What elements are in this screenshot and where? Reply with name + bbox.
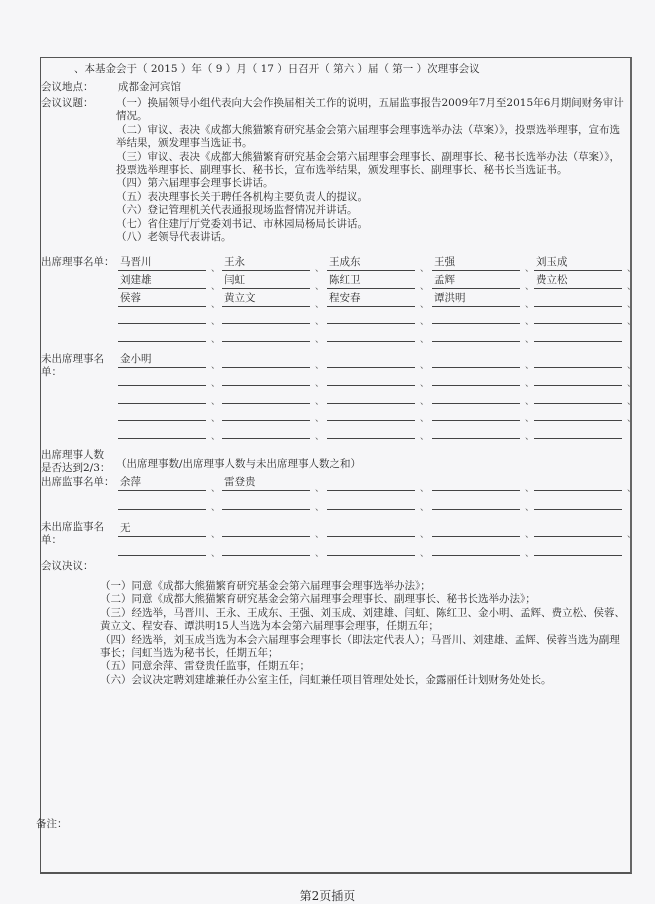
name-separator: 、 — [315, 396, 325, 407]
name-separator: 、 — [211, 281, 221, 292]
name-separator: 、 — [627, 378, 637, 389]
name-slot: 王成东 — [327, 255, 415, 271]
name-slot: 陈红卫 — [327, 273, 415, 289]
name-slot — [534, 388, 622, 404]
name-separator: 、 — [211, 549, 221, 559]
name-slot — [118, 370, 206, 386]
name-slot: 刘建雄 — [118, 273, 206, 289]
name-separator: 、 — [211, 414, 221, 425]
name-slot — [534, 291, 622, 307]
name-separator: 、 — [315, 503, 325, 513]
agenda-list — [116, 97, 628, 244]
name-slot: 无 — [118, 521, 206, 537]
name-slot: 王强 — [432, 255, 520, 271]
name-separator: 、 — [627, 361, 637, 371]
name-separator: 、 — [315, 317, 325, 328]
name-separator: 、 — [627, 396, 637, 407]
name-slot — [432, 405, 520, 421]
name-separator: 、 — [420, 396, 430, 407]
name-separator: 、 — [420, 299, 430, 310]
name-slot — [222, 521, 310, 537]
attending-directors-label: 出席理事名单： — [41, 256, 115, 268]
name-slot — [222, 370, 310, 386]
name-slot — [432, 494, 520, 510]
name-separator: 、 — [525, 414, 535, 425]
name-separator: 、 — [315, 264, 325, 274]
name-slot — [534, 494, 622, 510]
name-slot — [222, 423, 310, 439]
name-slot — [432, 423, 520, 439]
name-slot — [432, 388, 520, 404]
name-slot — [118, 423, 206, 439]
name-slot — [534, 475, 622, 491]
name-separator: 、 — [211, 530, 221, 540]
name-slot — [534, 521, 622, 537]
name-separator: 、 — [420, 361, 430, 371]
name-slot: 费立松 — [534, 273, 622, 289]
name-separator: 、 — [525, 317, 535, 328]
name-separator: 、 — [627, 530, 637, 540]
name-separator: 、 — [211, 503, 221, 513]
name-slot — [534, 370, 622, 386]
name-separator: 、 — [525, 264, 535, 274]
name-separator: 、 — [525, 484, 535, 494]
name-slot — [534, 423, 622, 439]
agenda-item: （七）省住建厅厅党委刘书记、市林园局杨局长讲话。 — [116, 217, 368, 230]
name-slot — [432, 540, 520, 556]
name-slot — [222, 494, 310, 510]
resolution-item: （五）同意余萍、雷登贵任监事，任期五年； — [100, 660, 310, 673]
name-separator: 、 — [525, 549, 535, 559]
name-separator: 、 — [525, 378, 535, 389]
meeting-header-line: 、本基金会于（ 2015 ）年（ 9 ）月（ 17 ）日召开（ 第六 ）届（ 第一 ）次理事会议 — [74, 63, 480, 75]
name-slot: 雷登贵 — [222, 475, 310, 491]
name-separator: 、 — [627, 414, 637, 425]
attending-supervisors-label: 出席监事名单： — [41, 476, 115, 488]
name-slot — [327, 308, 415, 324]
name-slot — [327, 405, 415, 421]
name-separator: 、 — [315, 549, 325, 559]
name-separator: 、 — [627, 299, 637, 310]
name-separator: 、 — [525, 281, 535, 292]
agenda-item: （二）审议、表决《成都大熊猫繁育研究基金会第六届理事会理事选举办法（草案）》，投票选举理事，宣布选举结果，颁发理事当选证书。 — [116, 123, 620, 150]
name-separator: 、 — [525, 530, 535, 540]
agenda-item: （三）审议、表决《成都大熊猫繁育研究基金会第六届理事会理事长、副理事长、秘书长选举办法（草案）》，投票选举理事长、副理事长、秘书长，宣布选举结果，颁发理事长、副理事长、秘书长当选证书。 — [116, 150, 620, 177]
name-slot: 刘玉成 — [534, 255, 622, 271]
agenda-item: （五）表决理事长关于聘任各机构主要负责人的提议。 — [116, 190, 368, 203]
name-separator: 、 — [525, 335, 535, 346]
name-separator: 、 — [525, 503, 535, 513]
remarks-label: 备注： — [36, 818, 68, 830]
name-slot — [432, 352, 520, 368]
name-slot — [432, 521, 520, 537]
agenda-item: （八）老领导代表讲话。 — [116, 231, 232, 244]
name-separator: 、 — [420, 503, 430, 513]
name-separator: 、 — [315, 378, 325, 389]
name-slot — [327, 475, 415, 491]
name-slot — [432, 370, 520, 386]
name-slot — [222, 540, 310, 556]
name-separator: 、 — [211, 317, 221, 328]
name-separator: 、 — [420, 530, 430, 540]
name-slot: 程安春 — [327, 291, 415, 307]
name-slot: 余萍 — [118, 475, 206, 491]
name-slot: 王永 — [222, 255, 310, 271]
name-separator: 、 — [211, 264, 221, 274]
name-separator: 、 — [211, 335, 221, 346]
name-slot: 黄立文 — [222, 291, 310, 307]
absent-supervisors-label: 未出席监事名单： — [41, 521, 104, 546]
name-slot — [222, 405, 310, 421]
name-slot — [118, 540, 206, 556]
name-slot — [327, 326, 415, 342]
name-separator: 、 — [420, 281, 430, 292]
name-separator: 、 — [315, 335, 325, 346]
name-separator: 、 — [420, 317, 430, 328]
resolution-item: （四）经选举，刘玉成当选为本会六届理事会理事长（即法定代表人）；马晋川、刘建雄、孟辉、侯蓉当选为副理事长；闫虹当选为秘书长，任期五年； — [100, 633, 620, 660]
name-slot: 孟辉 — [432, 273, 520, 289]
name-separator: 、 — [315, 432, 325, 443]
resolution-item: （二）同意《成都大熊猫繁育研究基金会第六届理事会理事长、副理事长、秘书长选举办法》； — [100, 593, 536, 606]
name-slot — [118, 308, 206, 324]
location-label: 会议地点： — [41, 81, 94, 93]
name-slot — [327, 388, 415, 404]
quorum-value: （出席理事数/出席理事人数与未出席理事人数之和） — [116, 458, 362, 470]
resolutions-list — [100, 580, 630, 687]
agenda-label: 会议议题： — [41, 97, 94, 109]
name-slot: 马晋川 — [118, 255, 206, 271]
name-slot — [327, 540, 415, 556]
name-slot — [222, 308, 310, 324]
name-slot: 侯蓉 — [118, 291, 206, 307]
name-separator: 、 — [627, 281, 637, 292]
absent-directors-label: 未出席理事名单： — [41, 353, 104, 378]
name-separator: 、 — [627, 484, 637, 494]
name-separator: 、 — [211, 484, 221, 494]
name-separator: 、 — [420, 378, 430, 389]
name-separator: 、 — [420, 414, 430, 425]
name-separator: 、 — [420, 335, 430, 346]
name-slot: 闫虹 — [222, 273, 310, 289]
name-separator: 、 — [211, 396, 221, 407]
name-slot — [327, 352, 415, 368]
name-separator: 、 — [525, 299, 535, 310]
resolution-item: （三）经选举，马晋川、王永、王成东、王强、刘玉成、刘建雄、闫虹、陈红卫、金小明、孟辉、费立松、侯蓉、黄立文、程安春、谭洪明15人当选为本会第六届理事会理事，任期五年； — [100, 606, 625, 633]
name-slot — [118, 405, 206, 421]
name-separator: 、 — [315, 484, 325, 494]
name-separator: 、 — [420, 432, 430, 443]
name-slot — [222, 388, 310, 404]
name-slot — [118, 388, 206, 404]
name-slot — [327, 370, 415, 386]
name-slot — [432, 475, 520, 491]
name-separator: 、 — [420, 484, 430, 494]
name-separator: 、 — [525, 361, 535, 371]
resolutions-label: 会议决议： — [41, 560, 94, 572]
resolution-item: （六）会议决定聘刘建雄兼任办公室主任，闫虹兼任项目管理处处长，金露丽任计划财务处处长。 — [100, 673, 552, 686]
name-separator: 、 — [525, 432, 535, 443]
agenda-item: （六）登记管理机关代表通报现场监督情况并讲话。 — [116, 204, 358, 217]
name-separator: 、 — [211, 378, 221, 389]
name-slot — [534, 405, 622, 421]
quorum-label: 出席理事人数是否达到2/3： — [41, 449, 111, 474]
name-slot: 金小明 — [118, 352, 206, 368]
name-slot — [534, 326, 622, 342]
name-separator: 、 — [420, 264, 430, 274]
location-value: 成都金河宾馆 — [118, 81, 181, 93]
resolution-item: （一）同意《成都大熊猫繁育研究基金会第六届理事会理事选举办法》； — [100, 580, 431, 592]
name-slot — [534, 308, 622, 324]
name-separator: 、 — [627, 317, 637, 328]
agenda-item: （四）第六届理事会理事长讲话。 — [116, 177, 274, 190]
name-slot — [222, 326, 310, 342]
name-slot: 谭洪明 — [432, 291, 520, 307]
name-slot — [118, 494, 206, 510]
name-separator: 、 — [627, 264, 637, 274]
name-separator: 、 — [315, 414, 325, 425]
agenda-item: （一）换届领导小组代表向大会作换届相关工作的说明，五届监事报告2009年7月至2015年6月期间财务审计情况。 — [116, 97, 624, 123]
name-separator: 、 — [315, 361, 325, 371]
page-footer: 第2页插页 — [299, 889, 356, 903]
name-separator: 、 — [315, 281, 325, 292]
name-slot — [432, 308, 520, 324]
name-separator: 、 — [525, 396, 535, 407]
name-slot — [327, 494, 415, 510]
name-slot — [222, 352, 310, 368]
name-slot — [534, 540, 622, 556]
name-separator: 、 — [211, 361, 221, 371]
name-slot — [118, 326, 206, 342]
name-separator: 、 — [315, 299, 325, 310]
name-slot — [432, 326, 520, 342]
name-slot — [327, 521, 415, 537]
name-separator: 、 — [211, 432, 221, 443]
name-separator: 、 — [420, 549, 430, 559]
name-separator: 、 — [211, 299, 221, 310]
name-slot — [534, 352, 622, 368]
name-slot — [327, 423, 415, 439]
name-separator: 、 — [315, 530, 325, 540]
